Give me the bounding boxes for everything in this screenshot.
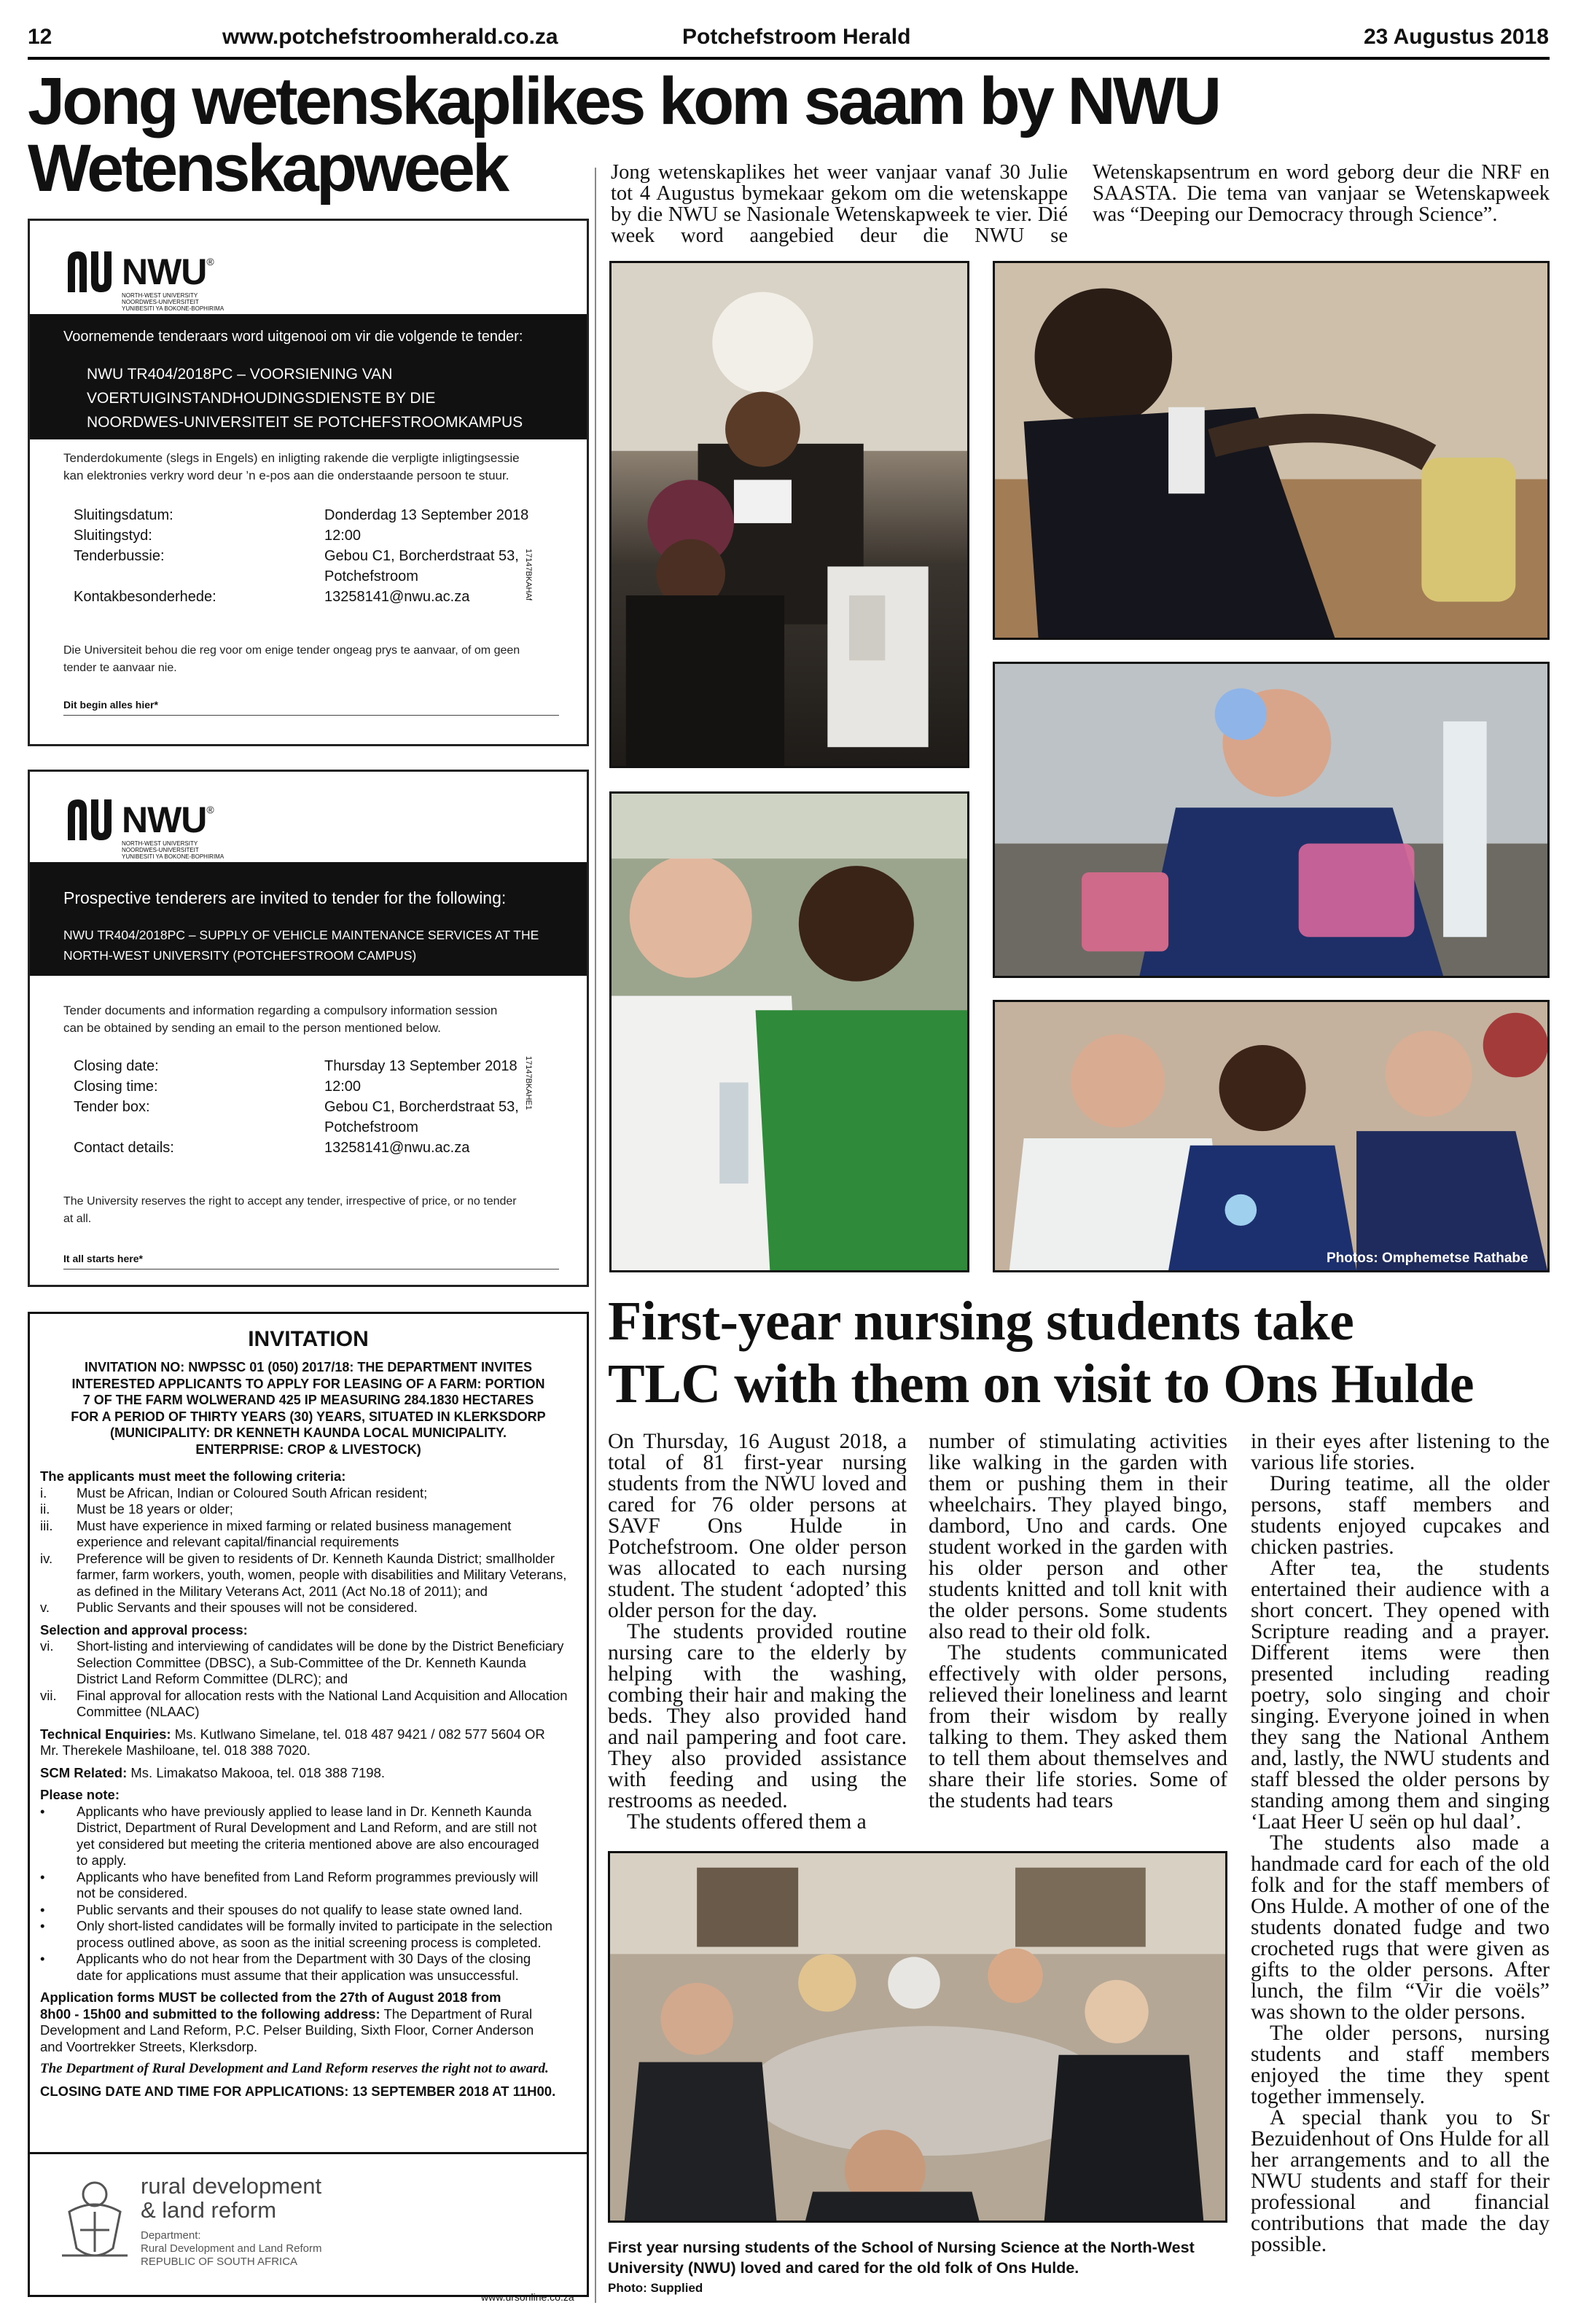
tender-en-footer: It all starts here* [63, 1253, 143, 1264]
tender-en-reserve: The University reserves the right to accept any tender, irrespective of price, or no tender at all. [63, 1195, 517, 1225]
tender-en-title: NWU TR404/2018PC – SUPPLY OF VEHICLE MAINTENANCE SERVICES AT THE NORTH-WEST UNIVERSITY (POTCHEFSTROOM CAMPUS) [63, 928, 539, 963]
photo-group-lab [993, 1000, 1550, 1272]
website[interactable]: www.potchefstroomherald.co.za [222, 25, 558, 49]
criteria-item: v. Public Servants and their spouses will not be considered. [40, 1600, 418, 1615]
tender-en-intro: Prospective tenderers are invited to tender for the following: [63, 888, 507, 907]
note-item: • Applicants who have previously applied to lease land in Dr. Kenneth Kaunda District, Department of Rural Development and Land Reform, and are still not yet considered but meeting the criteria mentioned above are also encouraged to apply. [40, 1803, 539, 1868]
nwu-logo-sub-en: NORTH-WEST UNIVERSITY NOORDWES-UNIVERSITEIT YUNIBESITI YA BOKONE-BOPHIRIMA [122, 840, 224, 860]
tender-af-details: Sluitingsdatum: Donderdag 13 September 2018 Sluitingstyd: 12:00 Tenderbussie: Gebou C1, Borcherdstraat 53, Potchefstroom Kontakbesonderhede: 13258141@nwu.ac.za [74, 505, 555, 607]
tender-en-side-code: 17147BKAHE1 [524, 1056, 533, 1110]
criteria-item: iii. Must have experience in mixed farming or related business management experience and relevant capital/financial requirements [40, 1517, 512, 1549]
article2-col3: in their eyes after listening to the various life stories. During teatime, all the older persons, staff members and students enjoyed cupcakes and chicken pastries. After tea, the students entertained their audience with a short concert. They opened with Scripture reading and a prayer. Different items were then presented including reading poetry, solo singing and choir singing. Everyone joined in when they sang the National Anthem and, lastly, the NWU students and staff blessed the older persons by standing among them and singing ‘Laat Heer U seën op hul daal’. The students also made a handmade card for each of the old folk and for the staff members of Ons Hulde. A mother of one of the students donated fudge and two crocheted rugs that were given as gifts to the older persons. After lunch, the film “Vir die voëls” was shown to the older persons. The older persons, nursing students and staff members enjoyed the time they spent together immensely. A special thank you to Sr Bezuidenhout of Ons Hulde for all her arrangements and to all the NWU students and staff for their professional and financial contributions that made the day possible. [1251, 1430, 1550, 2256]
nwu-logo-en [65, 797, 214, 843]
article2-photo-credit: Photo: Supplied [608, 2281, 703, 2295]
photo-microscope-students [609, 261, 969, 768]
nwu-logo-word: NWU [122, 251, 207, 292]
article2-col1: On Thursday, 16 August 2018, a total of 81 first-year nursing students from the NWU loved and cared for 76 older persons at SAVF Ons Hulde in Potchefstroom. One older person was allocated to each nursing student. The student ‘adopted’ this older person for the day. The students provided routine nursing care to the elderly by helping with the washing, combing their hair and making the beds. They also provided hand and nail pampering and foot care. They also provided assistance with feeding and using the restrooms as needed. The students offered them a [608, 1430, 907, 1834]
tender-af-band [30, 314, 587, 439]
article1-headline-line1: Jong wetenskaplikes kom saam by NWU [28, 64, 1219, 138]
tender-af-footer: Dit begin alles hier* [63, 699, 158, 711]
article1-photo-credit: Photos: Omphemetse Rathabe [1327, 1251, 1528, 1266]
agency-url[interactable]: www.ursonline.co.za [481, 2291, 574, 2303]
photo-group-art [995, 1002, 1547, 1270]
invitation-intro: INVITATION NO: NWPSSC 01 (050) 2017/18: THE DEPARTMENT INVITES INTERESTED APPLICANTS TO APPLY FOR LEASING OF A FARM: PORTION 7 OF THE FARM WOLWERAND 425 IP MEASURING 284.1830 HECTARES FOR A PERIOD OF THIRTY YEARS (30) YEARS, SITUATED IN KLERKSDORP (MUNICIPALITY: DR KENNETH KAUNDA LOCAL MUNICIPALITY. ENTERPRISE: CROP & LIVESTOCK) [71, 1360, 546, 1457]
nwu-logo [65, 249, 214, 295]
tender-notice-afrikaans [28, 219, 589, 746]
nwu-emblem-icon [65, 249, 119, 295]
criteria-heading: The applicants must meet the following criteria: [40, 1468, 346, 1484]
article1-intro-text: Jong wetenskaplikes het weer vanjaar vanaf 30 Julie tot 4 Augustus bymekaar gekom om die wetenskappe by die NWU se Nasionale Wetenskapweek te vier. Dié week word aangebied deur die NWU se Wetenskapsentrum en word geborg deur die NRF en SAASTA. Die tema van vanjaar se Wetenskapweek was “Deeping our Democracy through Science”. [611, 161, 1550, 247]
registered-mark-en: ® [206, 804, 214, 815]
tender-notice-english [28, 770, 589, 1287]
closing-date: CLOSING DATE AND TIME FOR APPLICATIONS: 13 SEPTEMBER 2018 AT 11H00. [40, 2083, 556, 2099]
article1-intro [611, 162, 1550, 253]
tender-af-docs: Tenderdokumente (slegs in Engels) en inligting rakende die verpligte inligtingsessie kan elektronies verkry word deur ’n e-pos aan die onderstaande persoon te stuur. [63, 451, 520, 482]
notes-heading: Please note: [40, 1787, 120, 1802]
photo-nursing-art [610, 1853, 1225, 2221]
tender-af-intro: Voornemende tenderaars word uitgenooi om vir die volgende te tender: [63, 329, 523, 345]
selection-item: vi. Short-listing and interviewing of candidates will be done by the District Beneficiary Selection Committee (DBSC), a Sub-Committee of the Dr. Kenneth Kaunda District Land Reform Committee (DLRC); and [40, 1638, 564, 1686]
tender-en-email[interactable]: 13258141@nwu.ac.za [324, 1140, 470, 1156]
rural-dev-dept: Department: Rural Development and Land Reform REPUBLIC OF SOUTH AFRICA [141, 2229, 322, 2268]
tender-af-title: NWU TR404/2018PC – VOORSIENING VAN VOERTUIGINSTANDHOUDINGSDIENSTE BY DIE NOORDWES-UNIVERSITEIT SE POTCHEFSTROOMKAMPUS [87, 366, 523, 431]
tender-af-email[interactable]: 13258141@nwu.ac.za [324, 589, 470, 605]
scm-related: SCM Related: Ms. Limakatso Makooa, tel. 018 388 7198. [40, 1764, 386, 1780]
article2-headline-line1: First-year nursing students take [608, 1291, 1354, 1352]
photo-nursing-students [608, 1851, 1227, 2223]
criteria-item: iv. Preference will be given to residents of Dr. Kenneth Kaunda District; smallholder farmer, farm workers, youth, women, people with disabilities and Military Veterans, as defined in the Military Veterans Act, 2011 (Act No.18 of 2011); and [40, 1550, 567, 1599]
note-item: • Applicants who have benefited from Land Reform programmes previously will not be considered. [40, 1869, 539, 1901]
note-item: • Public servants and their spouses do not qualify to lease state owned land. [40, 1901, 523, 1917]
tender-en-details: Closing date: Thursday 13 September 2018 Closing time: 12:00 Tender box: Gebou C1, Borcherdstraat 53, Potchefstroom Contact details: 13258141@nwu.ac.za [74, 1056, 555, 1158]
tender-af-footer-rule [63, 715, 559, 716]
photo-microscope-art [612, 263, 967, 766]
photo-lecturer-art [612, 794, 967, 1270]
photo-jar-art [995, 263, 1547, 638]
nwu-logo-sub: NORTH-WEST UNIVERSITY NOORDWES-UNIVERSITEIT YUNIBESITI YA BOKONE-BOPHIRIMA [122, 292, 224, 312]
tender-af-reserve: Die Universiteit behou die reg voor om enige tender ongeag prys te aanvaar, of om geen tender te aanvaar nie. [63, 644, 520, 674]
tender-en-band [30, 862, 587, 976]
award-reserve: The Department of Rural Development and Land Reform reserves the right not to award. [40, 2061, 549, 2076]
rural-dev-title: rural development & land reform [141, 2173, 322, 2223]
nwu-logo-word-en: NWU [122, 799, 207, 840]
invitation-footer-rule [30, 2152, 587, 2154]
photo-student-pipette [993, 662, 1550, 978]
paper-name: Potchefstroom Herald [682, 25, 911, 49]
vertical-divider [595, 168, 596, 2303]
note-item: • Only short-listed candidates will be formally invited to participate in the selection process outlined above, as soon as the initial screening process is completed. [40, 1918, 552, 1950]
criteria-item: i. Must be African, Indian or Coloured South African resident; [40, 1484, 428, 1501]
photo-student-jar [993, 261, 1550, 640]
criteria-item: ii. Must be 18 years or older; [40, 1501, 233, 1517]
article2-col2: number of stimulating activities like walking in the garden with them or pushing them in their wheelchairs. They played bingo, dambord, Uno and cards. One student worked in the garden with his older person and other students knitted and toll knit with the older persons. Some students also read to their old folk. The students communicated effectively with older persons, relieved their loneliness and learnt from their wisdom by really talking to them. They asked them to tell them about themselves and share their life stories. Some of the students had tears [929, 1430, 1227, 1812]
masthead-rule [28, 57, 1550, 60]
photo-pipette-art [995, 664, 1547, 976]
application-forms: Application forms MUST be collected from the 27th of August 2018 from 8h00 - 15h00 and submitted to the following address: The Department of Rural Development and Land Reform, P.C. Pelser Building, Sixth Floor, Corner Anderson and Voortrekker Streets, Klerksdorp. [40, 1990, 534, 2054]
article1-headline-line2: Wetenskapweek [28, 131, 507, 206]
selection-heading: Selection and approval process: [40, 1621, 248, 1638]
invitation-title: INVITATION [248, 1327, 369, 1351]
technical-enquiries: Technical Enquiries: Ms. Kutlwano Simelane, tel. 018 487 9421 / 082 577 5604 OR Mr. Therekele Mashiloane, tel. 018 388 7020. [40, 1726, 545, 1758]
invitation-notice [28, 1312, 589, 2297]
article2-caption: First year nursing students of the School of Nursing Science at the North-West University (NWU) loved and cared for the old folk of Ons Hulde. Photo: Supplied [608, 2237, 1235, 2298]
issue-date: 23 Augustus 2018 [1364, 25, 1549, 49]
coat-of-arms-icon [55, 2175, 135, 2270]
tender-en-docs: Tender documents and information regarding a compulsory information session can be obtained by sending an email to the person mentioned below. [63, 1003, 498, 1035]
page-number: 12 [28, 25, 52, 49]
note-item: • Applicants who do not hear from the Department with 30 Days of the closing date for applications must assume that their application was unsuccessful. [40, 1951, 531, 1983]
nwu-emblem-icon-en [65, 797, 119, 843]
tender-af-side-code: 17147BKAHAf [524, 549, 533, 600]
registered-mark: ® [206, 256, 214, 267]
invitation-body [40, 1468, 579, 2100]
photo-lecturer-student [609, 791, 969, 1272]
article2-headline-line2: TLC with them on visit to Ons Hulde [608, 1353, 1475, 1415]
selection-item: vii. Final approval for allocation rests with the National Land Acquisition and Allocation Committee (NLAAC) [40, 1687, 568, 1719]
